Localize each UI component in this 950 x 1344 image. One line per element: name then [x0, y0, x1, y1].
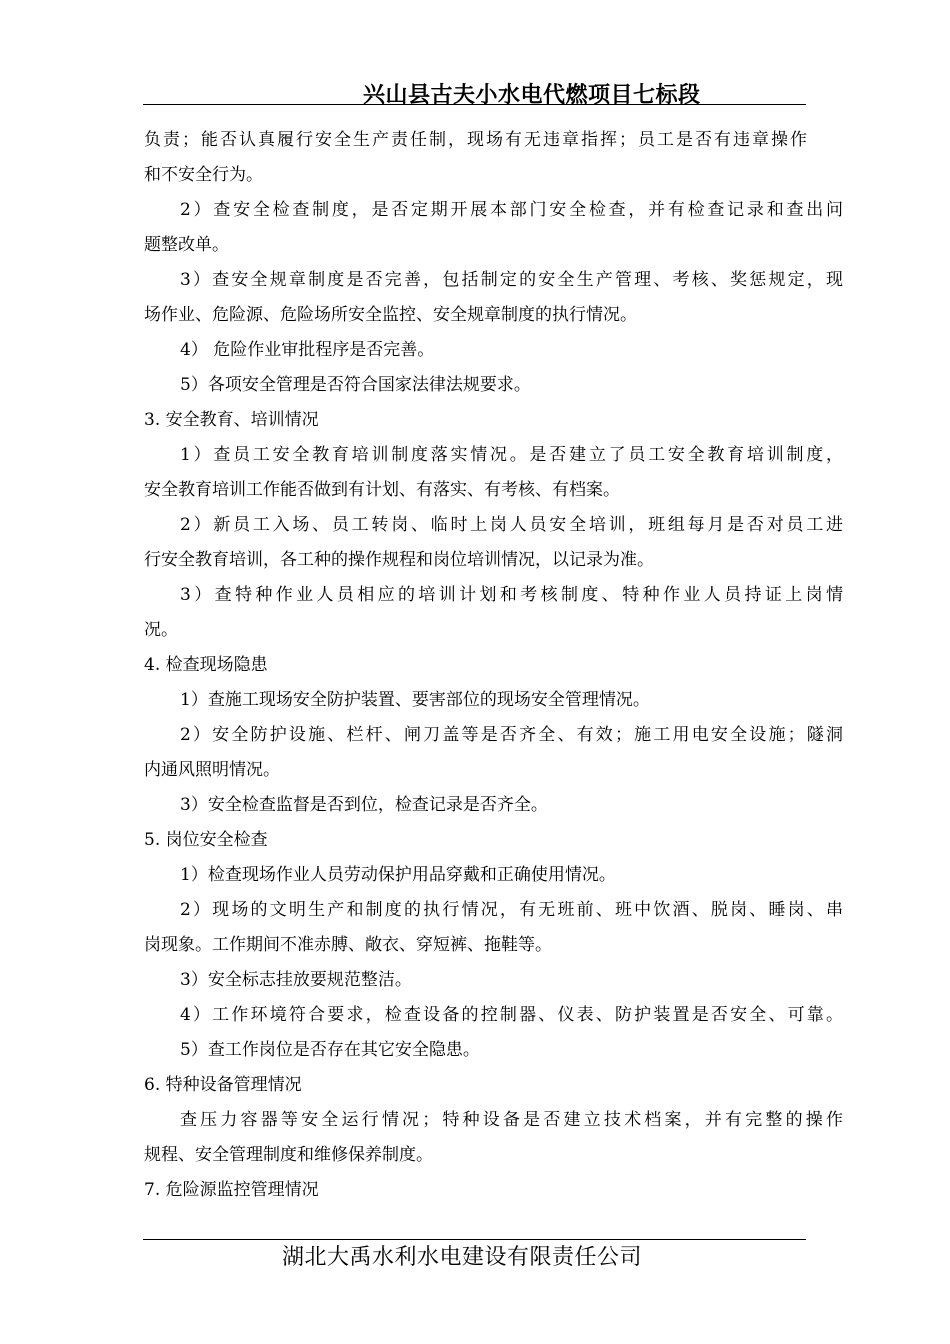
section-heading: 6. 特种设备管理情况 — [144, 1075, 302, 1095]
section-heading: 7. 危险源监控管理情况 — [144, 1180, 319, 1200]
header-divider — [143, 104, 806, 105]
list-item: 3）查特种作业人员相应的培训计划和考核制度、特种作业人员持证上岗情 — [180, 585, 843, 605]
text-line: 行安全教育培训，各工种的操作规程和岗位培训情况，以记录为准。 — [144, 550, 654, 570]
list-item: 3）安全标志挂放要规范整洁。 — [180, 970, 412, 990]
list-item: 1）查员工安全教育培训制度落实情况。是否建立了员工安全教育培训制度， — [180, 445, 843, 465]
section-heading: 5. 岗位安全检查 — [144, 830, 268, 850]
header-title: 兴山县古夫小水电代燃项目七标段 — [363, 83, 701, 108]
list-item: 5）各项安全管理是否符合国家法律法规要求。 — [180, 375, 531, 395]
list-item: 1）查施工现场安全防护装置、要害部位的现场安全管理情况。 — [180, 690, 650, 710]
list-item: 4） 危险作业审批程序是否完善。 — [180, 340, 435, 360]
list-item: 2）现场的文明生产和制度的执行情况，有无班前、班中饮酒、脱岗、睡岗、串 — [180, 900, 843, 920]
text-line: 内通风照明情况。 — [144, 760, 280, 780]
text-line: 况。 — [144, 620, 178, 640]
list-item: 4）工作环境符合要求，检查设备的控制器、仪表、防护装置是否安全、可靠。 — [180, 1005, 843, 1025]
list-item: 5）查工作岗位是否存在其它安全隐患。 — [180, 1040, 480, 1060]
list-item: 2）查安全检查制度，是否定期开展本部门安全检查，并有检查记录和查出问 — [180, 200, 843, 220]
text-line: 场作业、危险源、危险场所安全监控、安全规章制度的执行情况。 — [144, 305, 637, 325]
text-line: 规程、安全管理制度和维修保养制度。 — [144, 1145, 433, 1165]
section-heading: 4. 检查现场隐患 — [144, 655, 268, 675]
section-heading: 3. 安全教育、培训情况 — [144, 410, 319, 430]
text-line: 安全教育培训工作能否做到有计划、有落实、有考核、有档案。 — [144, 480, 620, 500]
list-item: 2）安全防护设施、栏杆、闸刀盖等是否齐全、有效；施工用电安全设施；隧洞 — [180, 725, 843, 745]
text-line: 岗现象。工作期间不准赤膊、敞衣、穿短裤、拖鞋等。 — [144, 935, 552, 955]
list-item: 3）查安全规章制度是否完善，包括制定的安全生产管理、考核、奖惩规定，现 — [180, 270, 843, 290]
text-line: 负责；能否认真履行安全生产责任制，现场有无违章指挥；员工是否有违章操作 — [144, 130, 807, 150]
list-item: 1）检查现场作业人员劳动保护用品穿戴和正确使用情况。 — [180, 865, 616, 885]
paragraph-line: 查压力容器等安全运行情况；特种设备是否建立技术档案，并有完整的操作 — [180, 1110, 843, 1130]
list-item: 2）新员工入场、员工转岗、临时上岗人员安全培训，班组每月是否对员工进 — [180, 515, 843, 535]
text-line: 题整改单。 — [144, 235, 229, 255]
document-body — [144, 123, 843, 1208]
footer-company: 湖北大禹水利水电建设有限责任公司 — [282, 1245, 643, 1270]
list-item: 3）安全检查监督是否到位，检查记录是否齐全。 — [180, 795, 548, 815]
text-line: 和不安全行为。 — [144, 165, 263, 185]
